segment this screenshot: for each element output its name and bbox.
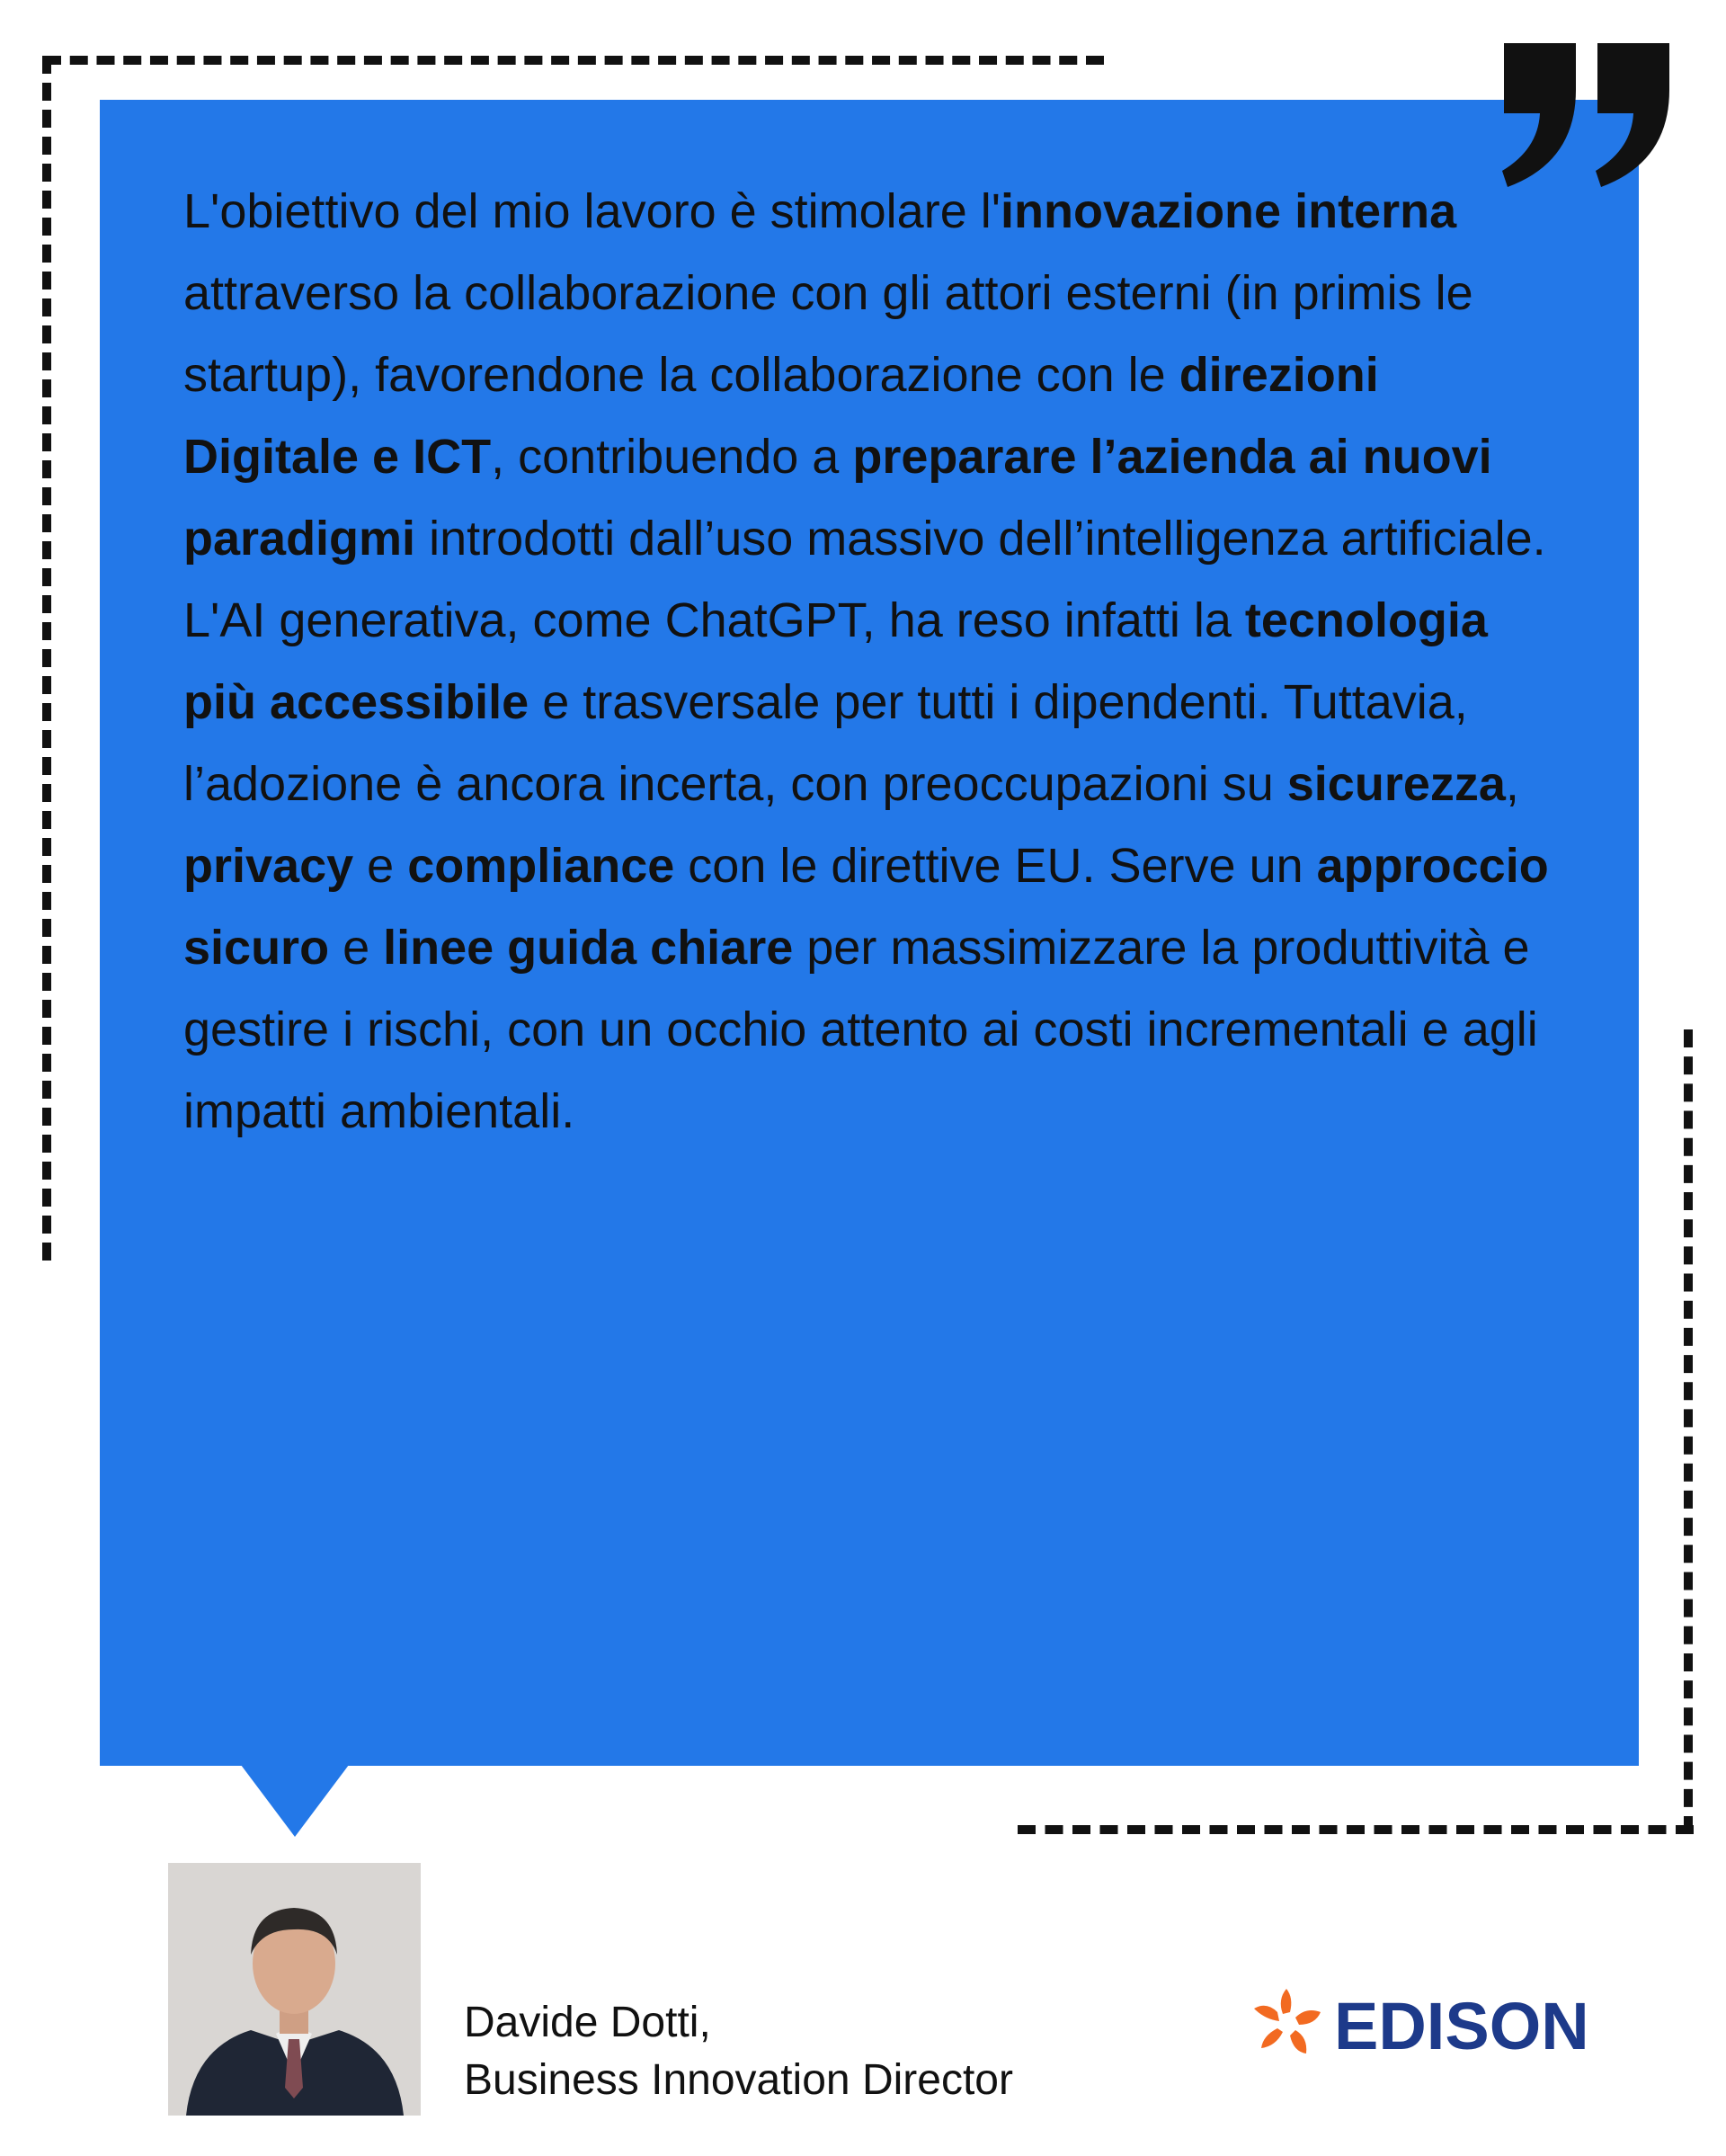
author-name: Davide Dotti <box>464 1999 699 2046</box>
quote-segment: L'obiettivo del mio lavoro è stimolare l' <box>183 184 1001 238</box>
closing-quote-icon <box>1497 36 1677 189</box>
quote-highlight: sicurezza <box>1286 757 1506 811</box>
quote-highlight: compliance <box>407 839 675 893</box>
edison-sun-icon <box>1254 1989 1321 2054</box>
quote-highlight: preparare l’azienda ai nuovi paradigmi <box>183 430 1492 566</box>
quote-highlight: direzioni Digitale e ICT <box>183 348 1379 484</box>
quote-segment: con le direttive EU. Serve un <box>674 839 1317 893</box>
quote-segment: attraverso la collaborazione con gli attori esterni (in primis le startup), favorendone la collaborazione con le <box>183 266 1473 402</box>
dashed-frame-right <box>1684 1029 1693 1834</box>
quote-highlight: tecnologia più accessibile <box>183 593 1488 729</box>
dashed-frame-bottom <box>1018 1825 1694 1834</box>
quote-segment: , contribuendo a <box>491 430 853 484</box>
quote-segment: e <box>329 921 384 975</box>
dashed-frame-left <box>42 56 51 1261</box>
brand-logo-text: EDISON <box>1334 1989 1589 2063</box>
author-role: Business Innovation Director <box>464 2056 1013 2104</box>
quote-segment: e <box>353 839 408 893</box>
quote-highlight: approccio sicuro <box>183 839 1549 975</box>
author-name-line <box>464 1994 1013 2052</box>
quote-highlight: linee guida chiare <box>383 921 794 975</box>
quote-bubble-tail <box>241 1765 349 1837</box>
quote-segment: introdotti dall’uso massivo dell’intelligenza artificiale. L'AI generativa, come ChatGPT, ha reso infatti la <box>183 512 1546 647</box>
quote-text <box>183 171 1559 1153</box>
dashed-frame-top <box>43 56 1104 65</box>
brand-logo <box>1248 1982 1618 2063</box>
quote-segment: per massimizzare la produttività e gestire i rischi, con un occhio attento ai costi incrementali e agli impatti ambientali. <box>183 921 1538 1138</box>
author-block <box>464 1994 1013 2109</box>
quote-segment: , <box>1505 757 1519 811</box>
quote-highlight: privacy <box>183 839 354 893</box>
quote-segment: e trasversale per tutti i dipendenti. Tuttavia, l’adozione è ancora incerta, con preoccupazioni su <box>183 675 1468 811</box>
author-photo <box>168 1863 421 2116</box>
quote-highlight: innovazione interna <box>1001 184 1457 238</box>
author-name-suffix: , <box>698 1999 711 2046</box>
